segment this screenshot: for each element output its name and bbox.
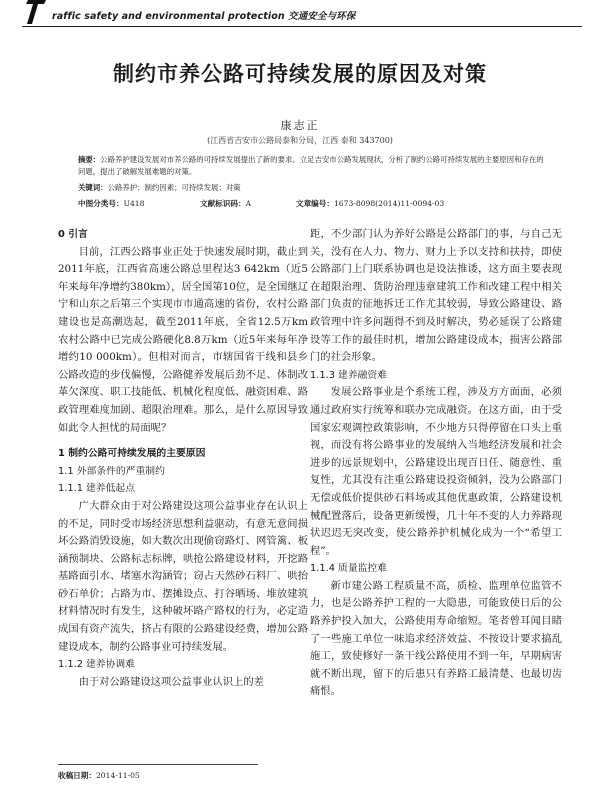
- section-heading: 0 引言: [58, 229, 88, 240]
- journal-logo-icon: [24, 0, 48, 26]
- left-column: [58, 226, 308, 691]
- body-paragraph: 新市建公路工程质量不高，质检、监理单位监管不力，也是公路养护工程的一大隐患，可能致使日后的公路养护投入加大，公路使用寿命缩短。笔者曾耳闻目睹了一些施工单位一味追求经济效益、不按设计要求搞乱施工，致使修好一条干线公路使用不到一年，早期病害就不断出现，留下的后患只有养路工最清楚、也最切齿痛恨。: [310, 579, 562, 698]
- subsection-heading: 1.1.1 建养低起点: [58, 483, 136, 495]
- article-no-label: 文章编号：: [296, 199, 334, 208]
- received-date-label: 收稿日期：: [58, 771, 96, 780]
- keywords-label: 关键词：: [78, 183, 108, 192]
- subsection-heading: 1.1.4 质量监控难: [310, 563, 388, 575]
- body-paragraph: 发展公路事业是个系统工程，涉及方方面面，必须通过政府实行统筹和联办完成融资。在这方面，由于受国家宏观调控政策影响，不少地方只得停留在口头上重视，而没有将公路事业的发展纳入当地经济发展和社会进步的远景规划中，公路建设出现百日任、随意性、重复性，尤其没有注重公路建设投资倾斜，没为公路部门无偿或低价提供砂石料场或其他优惠政策，公路建设机械配置落后，设备更新缓慢，几十年不变的人力养路现状迟迟无突改变，使公路养护机械化成为一个“希望工程”。: [310, 386, 562, 557]
- right-column: [310, 226, 562, 701]
- body-paragraph: 目前，江西公路事业正处于快速发展时期，截止到2011年底，江西省高速公路总里程达3 642km（近5年来每年净增约380km），居全国第10位，是全国继辽宁和山东之后第三个实现市市通高速的省份，农村公路建设也是高潮迭起，截至2011年底，全省12.5万km农村公路中已完成公路硬化8.8万km（近5年来每年净增约10 000km）。但相对而言，市辖国省干线和县乡公路改造的步伐偏慢，公路健养发展后劲不足、体制改革欠深度、职工技能低、机械化程度低、融资困难、路政管理难度加剧、超限治理难。那么，是什么原因导致如此令人担忧的局面呢？: [58, 245, 308, 434]
- clc-label: 中图分类号：: [78, 199, 124, 208]
- body-paragraph: 由于对公路建设这项公益事业认识上的差: [78, 675, 264, 688]
- section-heading: 1 制约公路可持续发展的主要原因: [58, 448, 206, 460]
- journal-header: [22, 0, 582, 27]
- doc-code-label: 文献标识码：: [200, 199, 246, 208]
- clc-number: [78, 198, 144, 209]
- document-code: [200, 198, 251, 209]
- article-no-value: 1673-8098(2014)11-0094-03: [333, 199, 445, 208]
- keywords: [78, 182, 546, 194]
- abstract: [78, 154, 546, 178]
- received-date-value: 2014-11-05: [95, 771, 140, 780]
- subsection-heading: 1.1.3 建养融资难: [310, 369, 388, 381]
- article-number: [296, 198, 444, 209]
- subsection-heading: 1.1.2 建养协调难: [58, 659, 136, 671]
- keywords-text: 公路养护；制约因素；可持续发展；对策: [107, 183, 241, 192]
- clc-value: U418: [123, 199, 145, 208]
- received-date: [58, 770, 140, 781]
- journal-header-text: raffic safety and environmental protection 交通安全与环保: [52, 11, 356, 22]
- author-affiliation: (江西省吉安市公路局泰和分局，江西 泰和 343700): [207, 136, 393, 145]
- paper-title: 制约市养公路可持续发展的原因及对策: [113, 62, 487, 86]
- footnote-divider: [58, 764, 258, 765]
- body-paragraph: 距，不少部门认为养好公路是公路部门的事，与自己无关，没有在人力、物力、财力上予以支持和扶持，即使公路部门上门联系协调也是设法推诿，这方面主要表现在超限治理、货防治理违章建筑工作和改建工程中相关部门负责的征地拆迁工作尤其较弱，导致公路建设、路政管理中许多问题得不到及时解决，势必延误了公路建设等工作的最佳时机，增加公路建设成本，损害公路部门的社会形象。: [310, 228, 562, 364]
- doc-code-value: A: [245, 199, 252, 208]
- abstract-text: 公路养护建设发展对市养公路的可持续发展提出了新的要求。立足吉安市公路发展现状，分析了制约公路可持续发展的主要原因和存在的问题，提出了破解发展难题的对策。: [78, 155, 544, 176]
- subsection-heading: 1.1 外部条件的严重制约: [58, 465, 165, 477]
- body-paragraph: 广大群众由于对公路建设这项公益事业存在认识上的不足，同时受市场经济思想利益驱动，有意无意间损坏公路消毁设施，如大数次出现偷窃路灯、网管篱、板涵预制块、公路标志标牌，哄抢公路建设材料，开挖路基路面引水、堵塞水沟涵管；窃占天然砂石料厂、哄抬砂石单价；占路为市、摆摊设点、打谷晒场、堆放建筑材料情况时有发生，这种破坏路产路权的行为，必定造成国有资产流失，挤占有限的公路建设经费，增加公路建设成本，制约公路事业可持续发展。: [58, 499, 308, 653]
- author-name: 康志正: [280, 119, 320, 132]
- abstract-label: 摘要：: [78, 155, 101, 164]
